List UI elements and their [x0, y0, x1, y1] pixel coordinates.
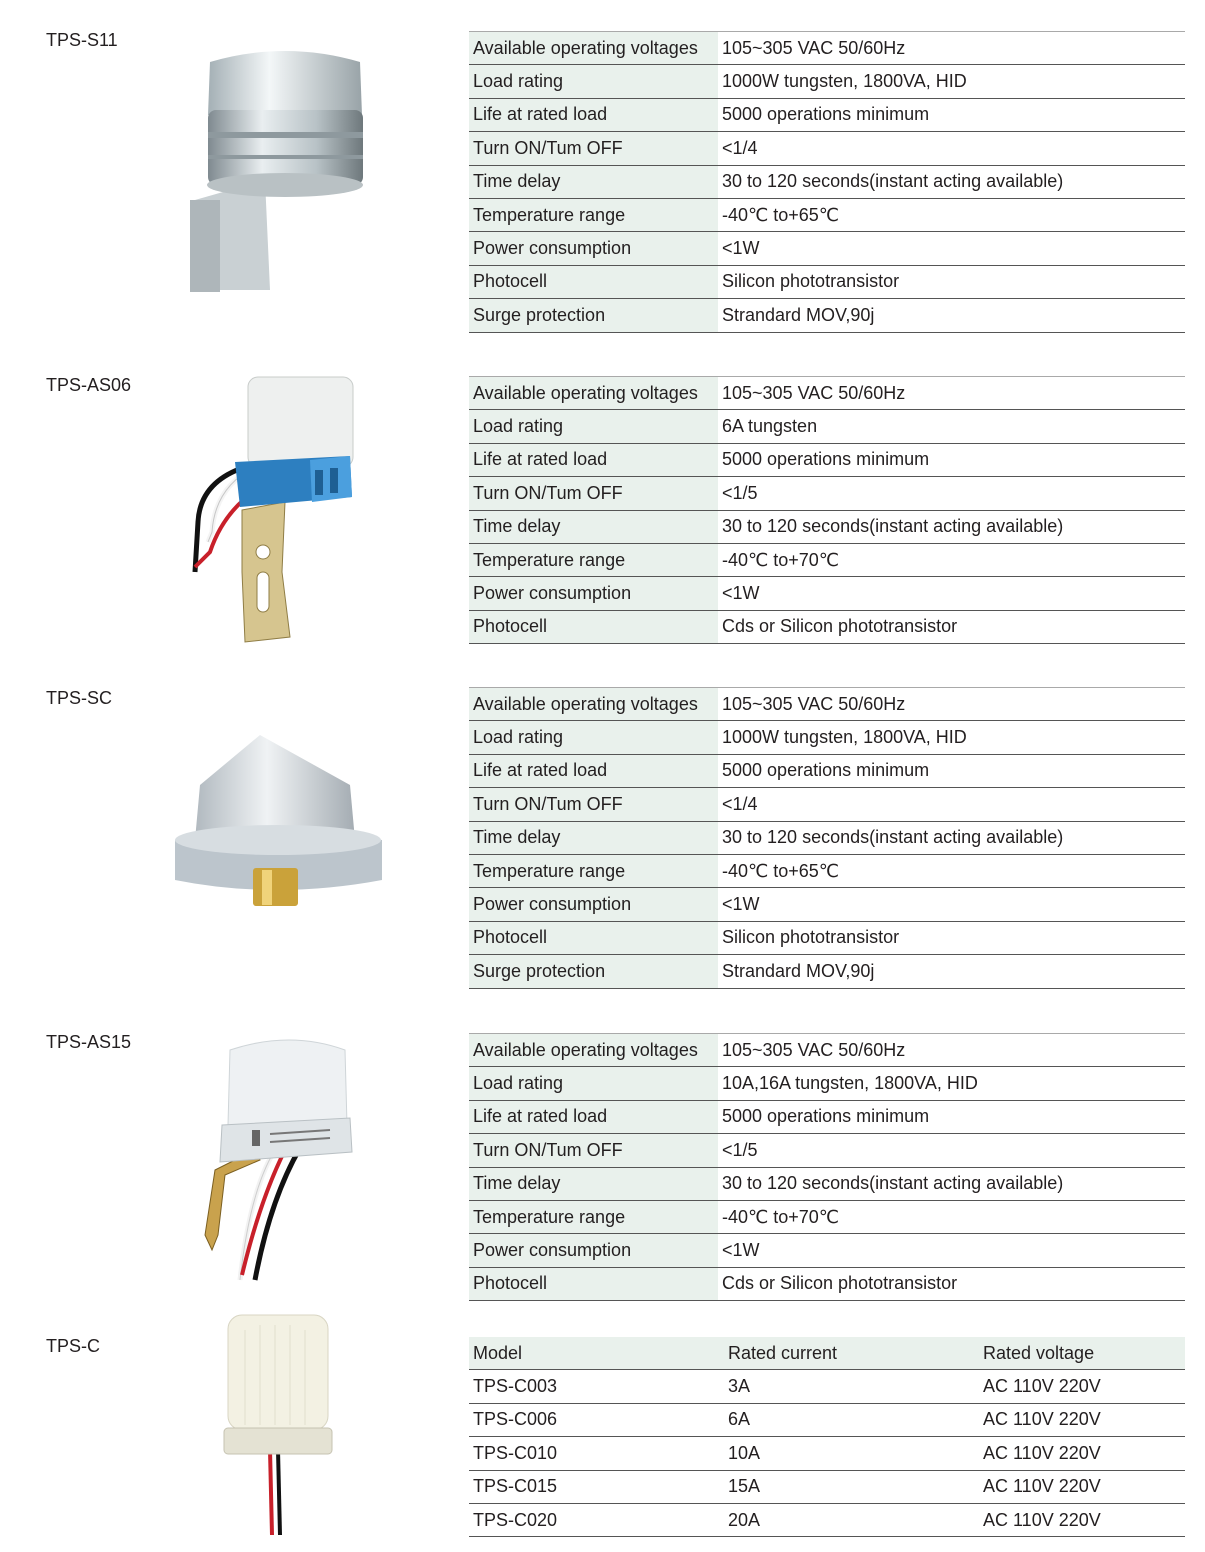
table-row: [469, 232, 1185, 265]
table-row: [469, 754, 1185, 787]
spec-label: Turn ON/Tum OFF: [469, 1134, 718, 1167]
spec-label: Load rating: [469, 1067, 718, 1100]
spec-value: Silicon phototransistor: [718, 265, 1185, 298]
spec-label: Life at rated load: [469, 98, 718, 131]
column-header-rated-current: Rated current: [724, 1337, 979, 1370]
spec-value: Strandard MOV,90j: [718, 955, 1185, 988]
spec-label: Turn ON/Tum OFF: [469, 477, 718, 510]
product-photo-tps-as06: [160, 372, 390, 644]
spec-value: 30 to 120 seconds(instant acting available): [718, 1167, 1185, 1200]
table-row: [469, 955, 1185, 988]
spec-value: 105~305 VAC 50/60Hz: [718, 688, 1185, 721]
cell-rated-current: 6A: [724, 1403, 979, 1436]
table-row: [469, 1234, 1185, 1267]
spec-value: Cds or Silicon phototransistor: [718, 610, 1185, 643]
table-row: [469, 443, 1185, 476]
cell-rated-current: 10A: [724, 1437, 979, 1470]
spec-value: 105~305 VAC 50/60Hz: [718, 1034, 1185, 1067]
cell-model: TPS-C010: [469, 1437, 724, 1470]
spec-table-tps-as06: [469, 376, 1185, 644]
table-row: [469, 1370, 1185, 1403]
table-row: [469, 821, 1185, 854]
spec-label: Power consumption: [469, 888, 718, 921]
spec-value: <1W: [718, 577, 1185, 610]
model-label-tps-as15: TPS-AS15: [46, 1032, 132, 1052]
table-row: [469, 1067, 1185, 1100]
spec-label: Turn ON/Tum OFF: [469, 132, 718, 165]
table-row: [469, 510, 1185, 543]
spec-value: Cds or Silicon phototransistor: [718, 1267, 1185, 1300]
spec-value: 30 to 120 seconds(instant acting available): [718, 510, 1185, 543]
spec-value: 5000 operations minimum: [718, 98, 1185, 131]
table-row: [469, 688, 1185, 721]
table-header-row: [469, 1337, 1185, 1370]
table-row: [469, 921, 1185, 954]
table-row: [469, 477, 1185, 510]
spec-label: Power consumption: [469, 577, 718, 610]
spec-value: <1W: [718, 232, 1185, 265]
spec-table-tps-sc: [469, 687, 1185, 989]
spec-label: Photocell: [469, 265, 718, 298]
table-row: [469, 1437, 1185, 1470]
spec-label: Life at rated load: [469, 443, 718, 476]
spec-value: 30 to 120 seconds(instant acting available): [718, 821, 1185, 854]
spec-label: Temperature range: [469, 854, 718, 887]
spec-label: Load rating: [469, 65, 718, 98]
spec-value: 5000 operations minimum: [718, 754, 1185, 787]
spec-value: -40℃ to+65℃: [718, 854, 1185, 887]
spec-label: Time delay: [469, 821, 718, 854]
table-row: [469, 132, 1185, 165]
spec-value: <1/4: [718, 788, 1185, 821]
table-row: [469, 299, 1185, 332]
spec-label: Power consumption: [469, 1234, 718, 1267]
spec-label: Temperature range: [469, 543, 718, 576]
spec-value: 10A,16A tungsten, 1800VA, HID: [718, 1067, 1185, 1100]
spec-value: <1/5: [718, 1134, 1185, 1167]
model-table-tps-c: [469, 1337, 1185, 1537]
cell-model: TPS-C020: [469, 1503, 724, 1536]
spec-label: Available operating voltages: [469, 688, 718, 721]
spec-value: 30 to 120 seconds(instant acting available): [718, 165, 1185, 198]
spec-value: 1000W tungsten, 1800VA, HID: [718, 721, 1185, 754]
table-row: [469, 198, 1185, 231]
product-photo-tps-s11: [160, 40, 390, 295]
cell-model: TPS-C006: [469, 1403, 724, 1436]
spec-value: 105~305 VAC 50/60Hz: [718, 377, 1185, 410]
spec-value: 1000W tungsten, 1800VA, HID: [718, 65, 1185, 98]
product-photo-tps-as15: [160, 1030, 390, 1282]
table-row: [469, 543, 1185, 576]
column-header-rated-voltage: Rated voltage: [979, 1337, 1185, 1370]
table-row: [469, 1267, 1185, 1300]
product-photo-tps-c: [160, 1310, 390, 1540]
table-row: [469, 65, 1185, 98]
table-row: [469, 1470, 1185, 1503]
column-header-model: Model: [469, 1337, 724, 1370]
spec-value: 105~305 VAC 50/60Hz: [718, 32, 1185, 65]
table-row: [469, 1200, 1185, 1233]
cell-rated-voltage: AC 110V 220V: [979, 1437, 1185, 1470]
spec-label: Turn ON/Tum OFF: [469, 788, 718, 821]
table-row: [469, 1503, 1185, 1536]
spec-label: Photocell: [469, 921, 718, 954]
cell-rated-voltage: AC 110V 220V: [979, 1403, 1185, 1436]
spec-label: Surge protection: [469, 955, 718, 988]
table-row: [469, 377, 1185, 410]
spec-label: Available operating voltages: [469, 377, 718, 410]
table-row: [469, 610, 1185, 643]
table-row: [469, 98, 1185, 131]
table-row: [469, 888, 1185, 921]
cell-rated-voltage: AC 110V 220V: [979, 1370, 1185, 1403]
spec-value: Strandard MOV,90j: [718, 299, 1185, 332]
spec-value: -40℃ to+70℃: [718, 543, 1185, 576]
spec-label: Photocell: [469, 1267, 718, 1300]
spec-label: Life at rated load: [469, 754, 718, 787]
table-row: [469, 1034, 1185, 1067]
table-row: [469, 165, 1185, 198]
spec-table-tps-s11: [469, 31, 1185, 333]
cell-model: TPS-C003: [469, 1370, 724, 1403]
spec-value: <1/4: [718, 132, 1185, 165]
spec-label: Time delay: [469, 510, 718, 543]
spec-label: Life at rated load: [469, 1100, 718, 1133]
table-row: [469, 32, 1185, 65]
model-label-tps-as06: TPS-AS06: [46, 375, 132, 395]
spec-label: Time delay: [469, 165, 718, 198]
spec-label: Power consumption: [469, 232, 718, 265]
product-photo-tps-sc: [160, 730, 390, 910]
spec-value: Silicon phototransistor: [718, 921, 1185, 954]
table-row: [469, 577, 1185, 610]
spec-value: <1/5: [718, 477, 1185, 510]
cell-rated-current: 3A: [724, 1370, 979, 1403]
spec-value: 5000 operations minimum: [718, 443, 1185, 476]
table-row: [469, 788, 1185, 821]
spec-table-tps-as15: [469, 1033, 1185, 1301]
table-row: [469, 1167, 1185, 1200]
table-row: [469, 410, 1185, 443]
cell-rated-voltage: AC 110V 220V: [979, 1470, 1185, 1503]
spec-label: Available operating voltages: [469, 32, 718, 65]
cell-rated-current: 15A: [724, 1470, 979, 1503]
spec-label: Surge protection: [469, 299, 718, 332]
spec-value: 5000 operations minimum: [718, 1100, 1185, 1133]
spec-label: Load rating: [469, 721, 718, 754]
spec-value: -40℃ to+70℃: [718, 1200, 1185, 1233]
table-row: [469, 854, 1185, 887]
model-label-tps-s11: TPS-S11: [46, 30, 118, 50]
spec-label: Load rating: [469, 410, 718, 443]
spec-label: Time delay: [469, 1167, 718, 1200]
table-row: [469, 721, 1185, 754]
spec-label: Available operating voltages: [469, 1034, 718, 1067]
cell-rated-current: 20A: [724, 1503, 979, 1536]
model-label-tps-sc: TPS-SC: [46, 688, 113, 708]
table-row: [469, 1100, 1185, 1133]
spec-label: Temperature range: [469, 198, 718, 231]
table-row: [469, 265, 1185, 298]
cell-model: TPS-C015: [469, 1470, 724, 1503]
table-row: [469, 1134, 1185, 1167]
cell-rated-voltage: AC 110V 220V: [979, 1503, 1185, 1536]
spec-label: Photocell: [469, 610, 718, 643]
spec-value: <1W: [718, 888, 1185, 921]
model-label-tps-c: TPS-C: [46, 1336, 100, 1356]
spec-value: -40℃ to+65℃: [718, 198, 1185, 231]
table-row: [469, 1403, 1185, 1436]
spec-label: Temperature range: [469, 1200, 718, 1233]
spec-value: <1W: [718, 1234, 1185, 1267]
spec-value: 6A tungsten: [718, 410, 1185, 443]
